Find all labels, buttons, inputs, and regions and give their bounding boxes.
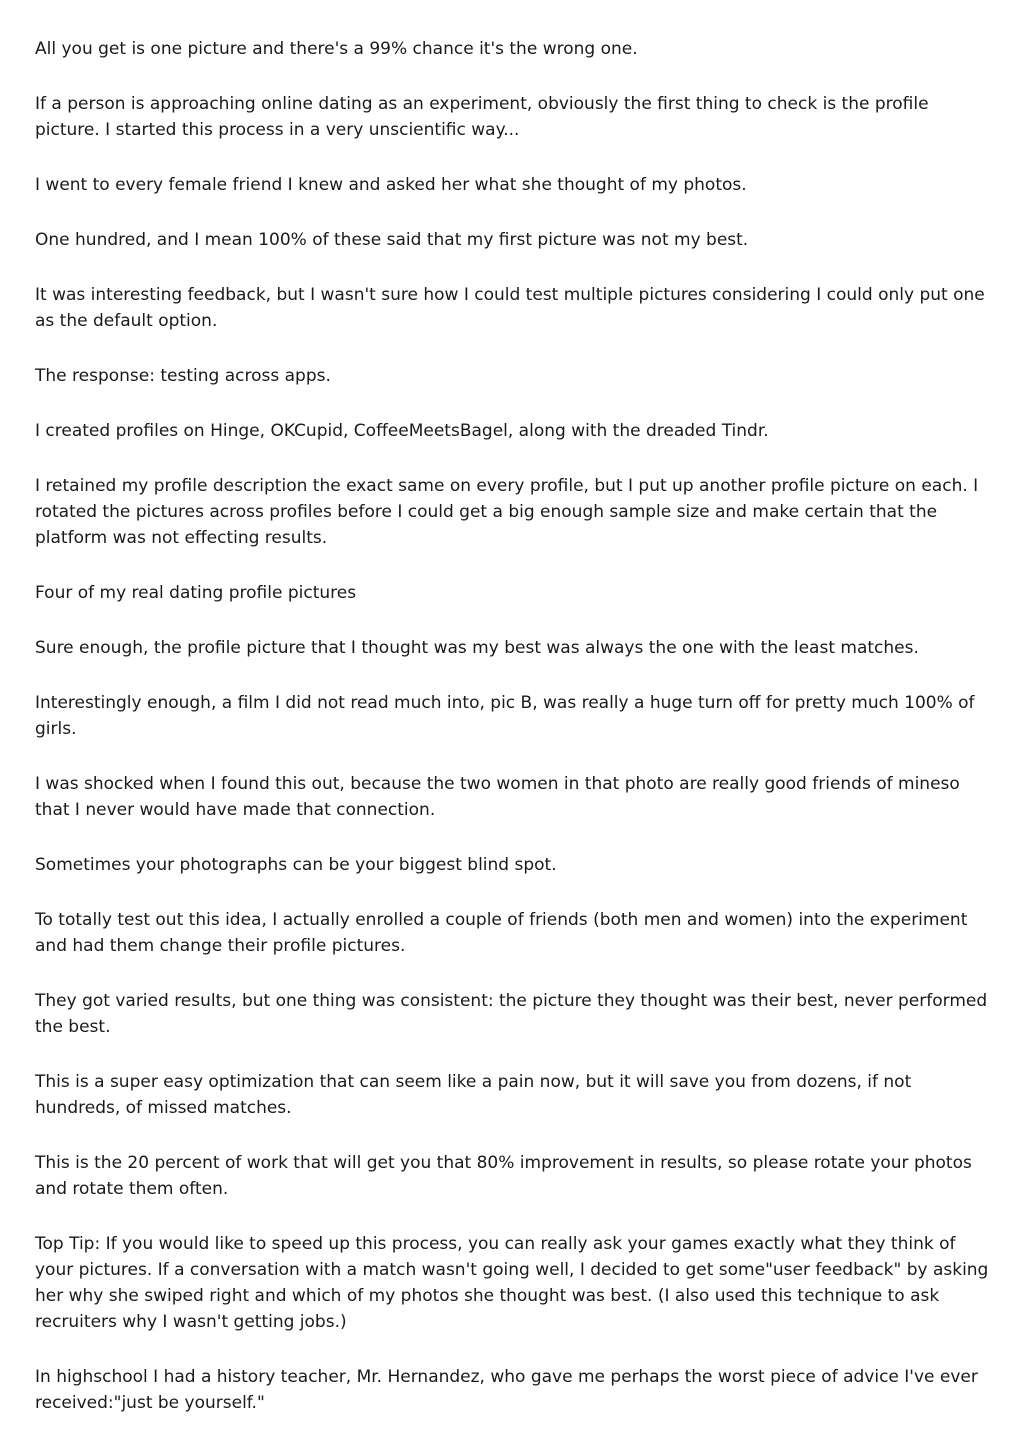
paragraph-5: It was interesting feedback, but I wasn't sure how I could test multiple pictures considering I could only put one as the default option.: [35, 285, 985, 331]
paragraph-8: I retained my profile description the exact same on every profile, but I put up another profile picture on each. I rotated the pictures across profiles before I could get a big enough sample size and make certain that the platform was not effecting results.: [35, 476, 979, 548]
paragraph-16: This is a super easy optimization that can seem like a pain now, but it will save you from dozens, if not hundreds, of missed matches.: [35, 1072, 912, 1118]
paragraph-13: Sometimes your photographs can be your biggest blind spot.: [35, 855, 557, 875]
paragraph-2: If a person is approaching online dating as an experiment, obviously the first thing to check is the profile picture. I started this process in a very unscientific way...: [35, 94, 929, 140]
paragraph-6: The response: testing across apps.: [35, 366, 331, 386]
document-body: [35, 36, 993, 1445]
paragraph-1: All you get is one picture and there's a 99% chance it's the wrong one.: [35, 39, 638, 59]
paragraph-7: I created profiles on Hinge, OKCupid, CoffeeMeetsBagel, along with the dreaded Tindr.: [35, 421, 769, 441]
paragraph-14: To totally test out this idea, I actually enrolled a couple of friends (both men and women) into the experiment and had them change their profile pictures.: [35, 910, 968, 956]
paragraph-4: One hundred, and I mean 100% of these said that my first picture was not my best.: [35, 230, 749, 250]
paragraph-3: I went to every female friend I knew and asked her what she thought of my photos.: [35, 175, 747, 195]
paragraph-17: This is the 20 percent of work that will get you that 80% improvement in results, so please rotate your photos and rotate them often.: [35, 1153, 972, 1199]
paragraph-10: Sure enough, the profile picture that I thought was my best was always the one with the least matches.: [35, 638, 919, 658]
paragraph-18: Top Tip: If you would like to speed up this process, you can really ask your games exactly what they think of your pictures. If a conversation with a match wasn't going well, I decided to get some"user feedback" by asking her why she swiped right and which of my photos she thought was best. (I also used this technique to ask recruiters why I wasn't getting jobs.): [35, 1234, 989, 1332]
paragraph-19: In highschool I had a history teacher, Mr. Hernandez, who gave me perhaps the worst piece of advice I've ever received:"just be yourself.": [35, 1367, 978, 1413]
paragraph-11: Interestingly enough, a film I did not read much into, pic B, was really a huge turn off for pretty much 100% of girls.: [35, 693, 975, 739]
paragraph-15: They got varied results, but one thing was consistent: the picture they thought was their best, never performed the best.: [35, 991, 988, 1037]
paragraph-9: Four of my real dating profile pictures: [35, 583, 357, 603]
paragraph-12: I was shocked when I found this out, because the two women in that photo are really good friends of mineso that I never would have made that connection.: [35, 774, 960, 820]
